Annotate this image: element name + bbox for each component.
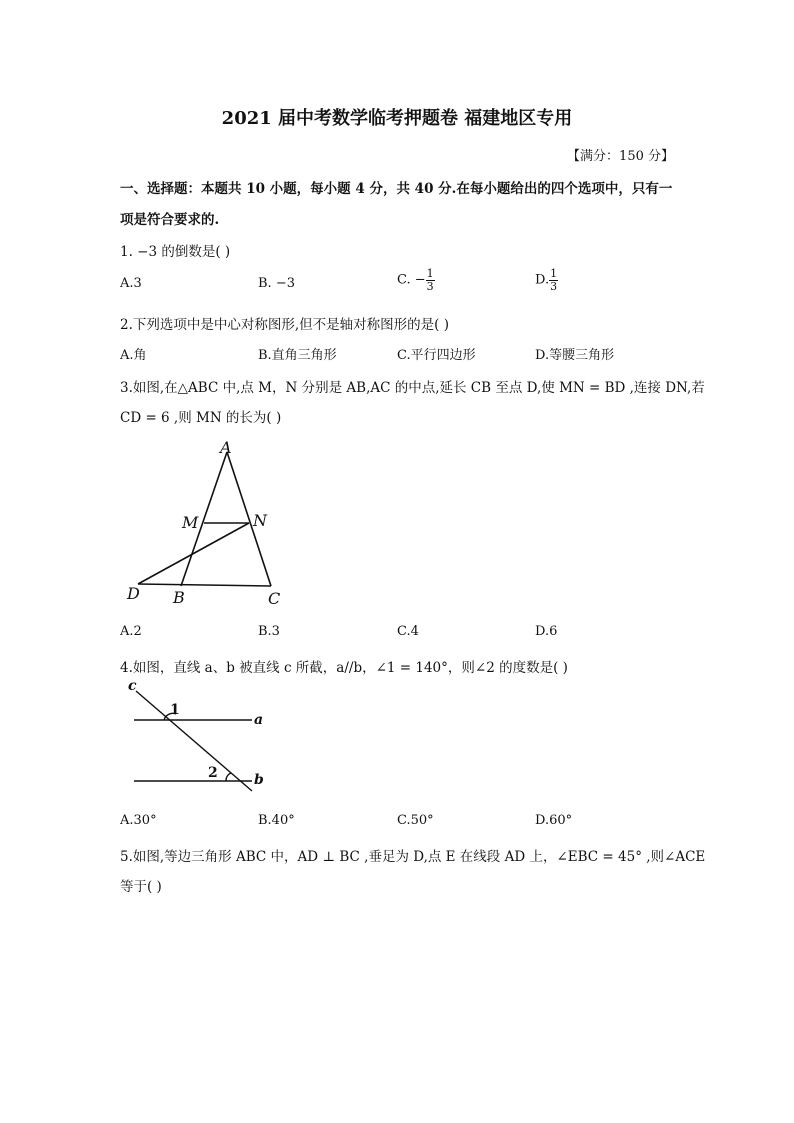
q5-stem-line2: 等于( ) bbox=[120, 879, 162, 895]
q2-option-b: B.直角三角形 bbox=[258, 348, 337, 363]
q2-stem: 2.下列选项中是中心对称图形,但不是轴对称图形的是( ) bbox=[120, 317, 449, 333]
q1-option-d bbox=[535, 268, 558, 292]
q3-label-a: A bbox=[220, 438, 232, 457]
q2-option-d: D.等腰三角形 bbox=[535, 348, 615, 363]
q2-option-c: C.平行四边形 bbox=[397, 348, 476, 363]
q3-stem-line1: 3.如图,在△ABC 中,点 M，N 分别是 AB,AC 的中点,延长 CB 至点 D,使 MN = BD ,连接 DN,若 bbox=[120, 380, 705, 396]
q4-label-c: c bbox=[128, 678, 137, 694]
q4-angle-2-arc bbox=[226, 773, 231, 781]
q1-option-c-prefix: C. − bbox=[397, 272, 426, 288]
q4-stem: 4.如图，直线 a、b 被直线 c 所截，a//b，∠1 = 140°，则∠2 的度数是( ) bbox=[120, 660, 568, 676]
q4-label-a: a bbox=[254, 712, 264, 728]
q5-stem-line1: 5.如图,等边三角形 ABC 中，AD ⊥ BC ,垂足为 D,点 E 在线段 AD 上，∠EBC = 45° ,则∠ACE bbox=[120, 849, 706, 865]
q1-c-numerator: 1 bbox=[426, 267, 434, 280]
full-score: 【满分：150 分】 bbox=[567, 149, 674, 164]
q3-option-a: A.2 bbox=[120, 624, 142, 639]
q3-triangle-figure bbox=[120, 432, 300, 612]
q1-stem: 1. −3 的倒数是( ) bbox=[120, 244, 231, 260]
q3-segment-dn bbox=[138, 523, 249, 584]
q4-parallel-lines-figure bbox=[120, 676, 280, 796]
q3-segment-dc bbox=[138, 584, 271, 586]
q4-option-a: A.30° bbox=[120, 813, 157, 828]
q3-option-b: B.3 bbox=[258, 624, 280, 639]
q3-label-d: D bbox=[127, 584, 140, 603]
q1-d-numerator: 1 bbox=[550, 267, 558, 280]
q4-label-1: 1 bbox=[170, 702, 180, 718]
q4-label-2: 2 bbox=[208, 765, 218, 781]
q3-label-b: B bbox=[173, 588, 185, 607]
q4-line-c bbox=[136, 691, 252, 791]
section-heading-line2: 项是符合要求的. bbox=[120, 212, 220, 228]
q3-option-d: D.6 bbox=[535, 624, 558, 639]
q4-option-c: C.50° bbox=[397, 813, 434, 828]
q4-option-d: D.60° bbox=[535, 813, 573, 828]
q1-option-c-fraction bbox=[426, 268, 435, 292]
q1-c-denominator: 3 bbox=[426, 279, 434, 293]
q1-d-denominator: 3 bbox=[550, 279, 558, 293]
q3-label-m: M bbox=[182, 513, 199, 532]
q1-option-c bbox=[397, 268, 435, 292]
q1-option-d-prefix: D. bbox=[535, 272, 550, 288]
q4-label-b: b bbox=[254, 772, 264, 788]
q4-option-b: B.40° bbox=[258, 813, 295, 828]
q1-option-d-fraction bbox=[549, 268, 558, 292]
q3-label-n: N bbox=[253, 511, 267, 530]
q1-option-b: B. −3 bbox=[258, 276, 295, 291]
page-title: 2021 届中考数学临考押题卷 福建地区专用 bbox=[221, 108, 573, 129]
section-heading-line1: 一、选择题：本题共 10 小题，每小题 4 分，共 40 分.在每小题给出的四个选项中，只有一 bbox=[120, 181, 673, 197]
q3-stem-line2: CD = 6 ,则 MN 的长为( ) bbox=[120, 410, 282, 426]
q3-option-c: C.4 bbox=[397, 624, 419, 639]
q3-label-c: C bbox=[268, 589, 281, 608]
q1-option-a: A.3 bbox=[120, 276, 142, 291]
q2-option-a: A.角 bbox=[120, 348, 147, 363]
